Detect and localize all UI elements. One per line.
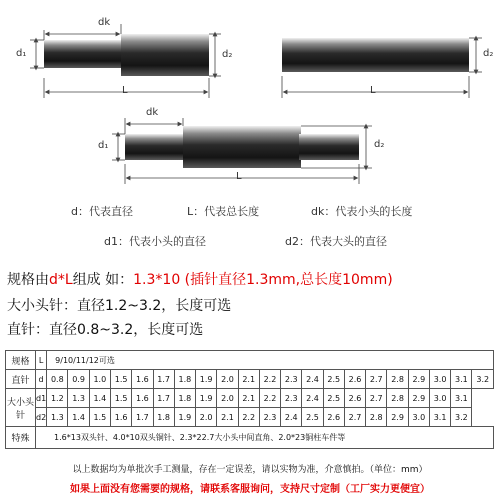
dual-d1-cell: 2.0 xyxy=(217,389,238,408)
d1-label-3: d₁ xyxy=(98,140,109,151)
straight-cell: 2.0 xyxy=(217,370,238,389)
table-row-dual-d1 xyxy=(6,389,494,408)
straight-cell: 2.6 xyxy=(344,370,365,389)
spec-format-example: 1.3*10 (插针直径1.3mm,总长度10mm) xyxy=(133,272,393,288)
dual-d2-cell: 2.1 xyxy=(217,408,238,427)
row-dual-sub2: d2 xyxy=(36,408,47,427)
d1-label-1: d₁ xyxy=(16,48,27,59)
dual-d2-cell: 2.2 xyxy=(238,408,259,427)
dual-d2-cell: 3.2 xyxy=(451,408,472,427)
straight-cell: 3.2 xyxy=(472,370,494,389)
L-label-2: L xyxy=(370,85,376,96)
double-stepped-pin xyxy=(125,126,359,168)
dual-d2-cell: 3.0 xyxy=(408,408,429,427)
legend-d1: d1：代表小头的直径 xyxy=(104,235,206,248)
row-dual-label: 大小头针 xyxy=(6,389,36,427)
row-dual-sub1: d1 xyxy=(36,389,47,408)
dual-d2-cell: 2.0 xyxy=(196,408,217,427)
row-spec-label: 规格 xyxy=(6,351,36,370)
table-row-dual-d2 xyxy=(6,408,494,427)
legend-L: L：代表总长度 xyxy=(187,205,260,218)
dual-d1-cell: 1.2 xyxy=(47,389,68,408)
straight-cell: 1.7 xyxy=(153,370,174,389)
dual-d2-cell: 1.9 xyxy=(174,408,195,427)
straight-cell: 1.5 xyxy=(110,370,131,389)
straight-cell: 2.9 xyxy=(408,370,429,389)
dual-d2-cell: 1.4 xyxy=(68,408,89,427)
custom-size-footer: 如果上面没有您需要的规格，请联系客服询问，支持尺寸定制（工厂实力更便宜） xyxy=(70,484,430,495)
dual-d2-cell: 1.8 xyxy=(153,408,174,427)
dual-d2-cell: 2.9 xyxy=(387,408,408,427)
row-straight-sub: d xyxy=(36,370,47,389)
table-row-special xyxy=(6,427,494,449)
straight-cell: 1.0 xyxy=(89,370,110,389)
dual-d2-cell: 2.4 xyxy=(281,408,302,427)
legend-d2: d2：代表大头的直径 xyxy=(285,235,387,248)
straight-cell: 2.4 xyxy=(302,370,323,389)
spec-format-line xyxy=(7,269,393,289)
dual-d1-cell: 2.4 xyxy=(302,389,323,408)
straight-cell: 2.5 xyxy=(323,370,344,389)
table-row-spec xyxy=(6,351,494,370)
dual-d2-cell: 2.8 xyxy=(366,408,387,427)
dual-d1-cell: 2.7 xyxy=(366,389,387,408)
spec-format-prefix: 规格由 xyxy=(7,272,49,288)
L-label-3: L xyxy=(236,171,242,182)
dual-d2-cell: 2.7 xyxy=(344,408,365,427)
straight-cell: 0.8 xyxy=(47,370,68,389)
dual-d1-cell: 3.0 xyxy=(429,389,450,408)
spec-dual-pin-line: 大小头针：直径1.2~3.2，长度可选 xyxy=(7,298,232,314)
dual-d2-cell: 1.6 xyxy=(110,408,131,427)
straight-pin xyxy=(282,38,469,72)
dual-d2-cell: 2.3 xyxy=(259,408,280,427)
straight-cell: 2.2 xyxy=(259,370,280,389)
straight-cell: 1.9 xyxy=(196,370,217,389)
straight-cell: 2.8 xyxy=(387,370,408,389)
dual-d2-cell: 2.6 xyxy=(323,408,344,427)
legend-d: d：代表直径 xyxy=(71,205,133,218)
straight-cell: 2.7 xyxy=(366,370,387,389)
row-straight-label: 直针 xyxy=(6,370,36,389)
straight-cell: 3.0 xyxy=(429,370,450,389)
row-spec-sub: L xyxy=(36,351,47,370)
d-label-2: d₂ xyxy=(483,48,494,59)
dual-d2-cell: 1.5 xyxy=(89,408,110,427)
row-special-label: 特殊 xyxy=(6,427,36,449)
dk-label-3: dk xyxy=(146,107,159,118)
dual-d1-cell: 2.9 xyxy=(408,389,429,408)
straight-cell: 3.1 xyxy=(451,370,472,389)
dual-d2-cell: 1.3 xyxy=(47,408,68,427)
dual-d1-cell: 2.5 xyxy=(323,389,344,408)
L-label-1: L xyxy=(122,85,128,96)
dual-d1-cell: 1.3 xyxy=(68,389,89,408)
dual-d1-cell: 1.5 xyxy=(110,389,131,408)
d2-label-3: d₂ xyxy=(374,139,385,150)
dual-d1-cell: 1.9 xyxy=(196,389,217,408)
dual-d1-cell: 1.6 xyxy=(132,389,153,408)
dual-d1-cell: 2.2 xyxy=(259,389,280,408)
straight-cell: 1.6 xyxy=(132,370,153,389)
measurement-note: 以上数据均为单批次手工测量，存在一定误差，请以实物为准，介意慎拍。（单位：mm） xyxy=(72,465,428,475)
dual-d1-cell: 1.8 xyxy=(174,389,195,408)
stepped-pin-1 xyxy=(44,34,209,76)
row-spec-value: 9/10/11/12可选 xyxy=(47,351,494,370)
straight-cell: 0.9 xyxy=(68,370,89,389)
dual-d1-cell: 2.8 xyxy=(387,389,408,408)
straight-cell: 1.8 xyxy=(174,370,195,389)
table-row-straight xyxy=(6,370,494,389)
d2-label-1: d₂ xyxy=(222,49,233,60)
dual-d2-cell: 1.7 xyxy=(132,408,153,427)
dk-label-1: dk xyxy=(98,17,111,28)
dual-d1-cell: 2.1 xyxy=(238,389,259,408)
dual-d1-cell: 3.1 xyxy=(451,389,472,408)
row-special-value: 1.6*13双头针、4.0*10双头铜针、2.3*22.7大小头中间直角、2.0*23铜柱车件等 xyxy=(36,427,494,449)
dual-d1-cell: 2.3 xyxy=(281,389,302,408)
dual-d2-cell: 2.5 xyxy=(302,408,323,427)
spec-straight-pin-line: 直针：直径0.8~3.2，长度可选 xyxy=(7,322,204,338)
dual-d1-cell: 1.4 xyxy=(89,389,110,408)
straight-cell: 2.3 xyxy=(281,370,302,389)
legend-dk: dk：代表小头的长度 xyxy=(311,205,413,218)
dual-d2-cell: 3.1 xyxy=(429,408,450,427)
spec-format-mid: 组成 如： xyxy=(72,272,134,288)
dual-d1-cell: 1.7 xyxy=(153,389,174,408)
spec-format-formula: d*L xyxy=(49,272,73,288)
spec-table xyxy=(5,350,494,449)
straight-cell: 2.1 xyxy=(238,370,259,389)
dual-d1-cell: 2.6 xyxy=(344,389,365,408)
